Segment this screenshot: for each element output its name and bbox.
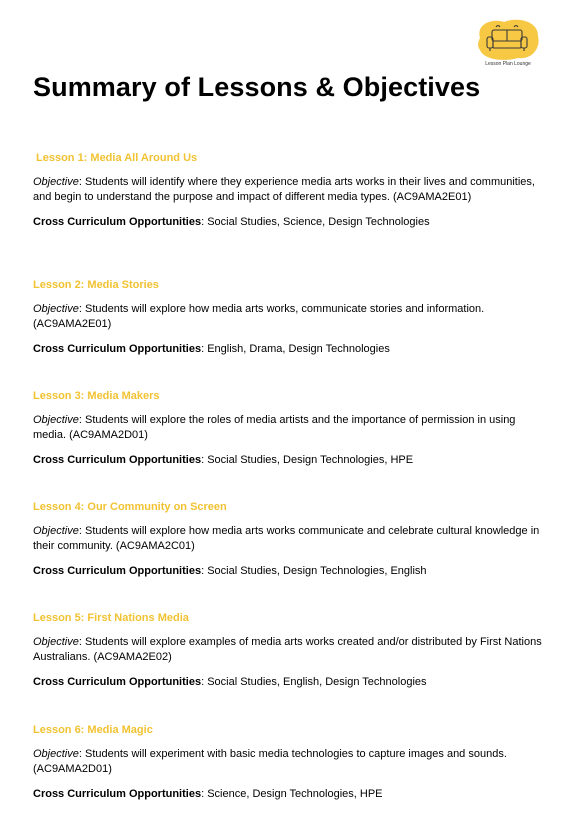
cross-curriculum: Cross Curriculum Opportunities: Social Studies, English, Design Technologies [33,676,427,688]
objective-label: Objective [33,176,79,188]
objective-text: Students will explore examples of media arts works created and/or distributed by First Nations Australians. (AC9AMA2E02) [33,636,542,663]
page-title: Summary of Lessons & Objectives [33,72,481,102]
cross-curriculum-label: Cross Curriculum Opportunities [33,454,202,466]
cross-curriculum: Cross Curriculum Opportunities: Social Studies, Design Technologies, English [33,565,427,577]
lesson-objective: Objective: Students will explore how media arts works, communicate stories and information. (AC9AMA2E01) [33,303,485,330]
lesson-title: Lesson 1: Media All Around Us [36,152,198,164]
cross-curriculum: Cross Curriculum Opportunities: Social Studies, Science, Design Technologies [33,216,430,228]
cross-curriculum: Cross Curriculum Opportunities: English, Drama, Design Technologies [33,343,390,355]
cross-curriculum-label: Cross Curriculum Opportunities [33,343,202,355]
cross-curriculum-text: Science, Design Technologies, HPE [207,788,383,800]
cross-curriculum-label: Cross Curriculum Opportunities [33,788,202,800]
lesson-block [33,724,543,802]
cross-curriculum-label: Cross Curriculum Opportunities [33,216,202,228]
cross-curriculum-text: Social Studies, Science, Design Technologies [207,216,430,228]
sofa-icon [474,18,542,62]
lesson-objective: Objective: Students will explore how media arts works communicate and celebrate cultural knowledge in their community. (AC9AMA2C01) [33,525,540,552]
lesson-objective: Objective: Students will explore the roles of media artists and the importance of permission in using media. (AC9AMA2D01) [33,414,516,441]
lesson-block [33,390,543,468]
lesson-objective: Objective: Students will explore examples of media arts works created and/or distributed by First Nations Australians. (AC9AMA2E02) [33,636,542,663]
objective-text: Students will identify where they experience media arts works in their lives and communities, and begin to understand the purpose and impact of different media types. (AC9AMA2E01) [33,176,535,203]
cross-curriculum-label: Cross Curriculum Opportunities [33,676,202,688]
objective-text: Students will explore how media arts works, communicate stories and information. (AC9AMA2E01) [33,303,485,330]
cross-curriculum-text: Social Studies, Design Technologies, English [207,565,427,577]
objective-text: Students will experiment with basic media technologies to capture images and sounds. (AC9AMA2D01) [33,748,507,775]
cross-curriculum-label: Cross Curriculum Opportunities [33,565,202,577]
lesson-plan-lounge-logo [474,18,542,68]
lesson-objective: Objective: Students will experiment with basic media technologies to capture images and sounds. (AC9AMA2D01) [33,748,507,775]
objective-text: Students will explore how media arts works communicate and celebrate cultural knowledge in their community. (AC9AMA2C01) [33,525,540,552]
cross-curriculum-text: Social Studies, Design Technologies, HPE [207,454,414,466]
lesson-title: Lesson 2: Media Stories [33,279,159,291]
cross-curriculum-text: English, Drama, Design Technologies [207,343,390,355]
lesson-title: Lesson 4: Our Community on Screen [33,501,227,513]
lesson-title: Lesson 3: Media Makers [33,390,160,402]
lesson-title: Lesson 6: Media Magic [33,724,153,736]
objective-label: Objective [33,748,79,760]
lesson-block [33,152,543,230]
objective-text: Students will explore the roles of media artists and the importance of permission in using media. (AC9AMA2D01) [33,414,516,441]
objective-label: Objective [33,414,79,426]
cross-curriculum: Cross Curriculum Opportunities: Social Studies, Design Technologies, HPE [33,454,414,466]
objective-label: Objective [33,525,79,537]
lesson-title: Lesson 5: First Nations Media [33,612,189,624]
lesson-objective: Objective: Students will identify where they experience media arts works in their lives and communities, and begin to understand the purpose and impact of different media types. (AC9AMA2E01) [33,176,535,203]
objective-label: Objective [33,303,79,315]
cross-curriculum-text: Social Studies, English, Design Technologies [207,676,427,688]
lesson-block [33,612,543,690]
lesson-block [33,279,543,357]
cross-curriculum: Cross Curriculum Opportunities: Science, Design Technologies, HPE [33,788,383,800]
lesson-block [33,501,543,579]
objective-label: Objective [33,636,79,648]
logo-text: Lesson Plan Lounge [485,61,531,67]
